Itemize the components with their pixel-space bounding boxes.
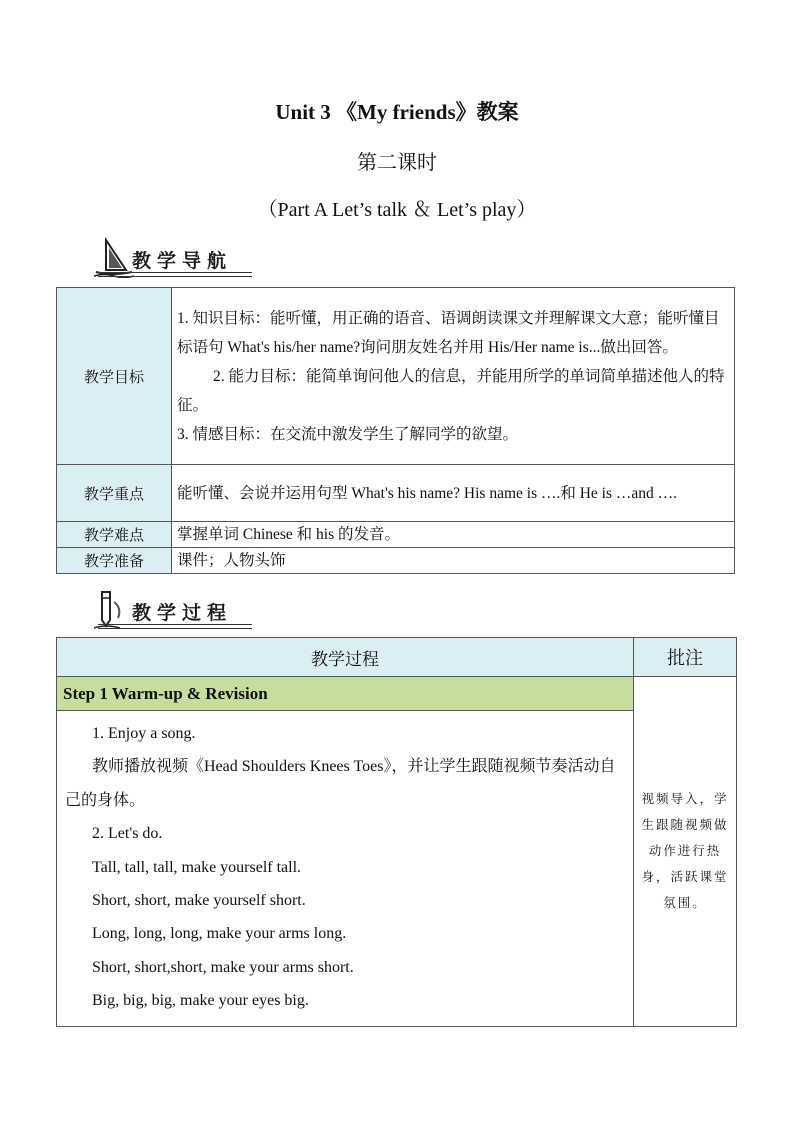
content-line: Short, short,short, make your arms short. xyxy=(92,958,354,976)
row-label: 教学难点 xyxy=(57,522,172,548)
section-heading-text: 教学导航 xyxy=(132,250,233,272)
section-heading-process xyxy=(92,588,262,634)
lesson-part: （Part A Let’s talk ＆ Let’s play） xyxy=(257,199,537,221)
section-heading-text: 教学过程 xyxy=(132,602,233,624)
goal-emotion: 3. 情感目标：在交流中激发学生了解同学的欲望。 xyxy=(177,425,519,443)
step-content xyxy=(57,711,634,1027)
row-value: 能听懂、会说并运用句型 What's his name? His name is ….和 He is …and …. xyxy=(172,465,735,522)
row-label: 教学目标 xyxy=(57,288,172,465)
heading-underline xyxy=(98,272,252,277)
column-header-note: 批注 xyxy=(634,638,737,677)
table-row xyxy=(57,288,735,465)
lesson-number: 第二课时 xyxy=(357,152,437,174)
column-header-process: 教学过程 xyxy=(57,638,634,677)
row-label: 教学准备 xyxy=(57,548,172,574)
document-title: Unit 3 《My friends》教案 xyxy=(275,100,519,124)
goal-ability: 2. 能力目标：能简单询问他人的信息，并能用所学的单词简单描述他人的特征。 xyxy=(177,367,725,414)
content-line: 教师播放视频《Head Shoulders Knees Toes》，并让学生跟随视频节奏活动自己的身体。 xyxy=(65,758,616,809)
goal-knowledge: 1. 知识目标：能听懂，用正确的语音、语调朗读课文并理解课文大意；能听懂目标语句 What's his/her name?询问朋友姓名并用 His/Her name is...做出回答。 xyxy=(177,309,720,356)
row-label: 教学重点 xyxy=(57,465,172,522)
table-header-row xyxy=(57,638,737,677)
row-value: 掌握单词 Chinese 和 his 的发音。 xyxy=(172,522,735,548)
table-row xyxy=(57,465,735,522)
annotation-note: 视频导入，学生跟随视频做动作进行热身，活跃课堂氛围。 xyxy=(634,677,737,1027)
table-row xyxy=(57,677,737,711)
content-line: Big, big, big, make your eyes big. xyxy=(92,992,309,1010)
section-heading-navigation xyxy=(92,236,262,282)
content-line: Tall, tall, tall, make yourself tall. xyxy=(92,858,302,876)
content-line: Long, long, long, make your arms long. xyxy=(92,925,347,943)
row-value: 课件；人物头饰 xyxy=(172,548,735,574)
teaching-navigation-table xyxy=(56,287,735,574)
teaching-process-table xyxy=(56,637,737,1027)
content-line: 2. Let's do. xyxy=(92,825,163,843)
table-row xyxy=(57,548,735,574)
step-title: Step 1 Warm-up & Revision xyxy=(57,677,634,711)
table-row xyxy=(57,522,735,548)
content-line: 1. Enjoy a song. xyxy=(92,725,196,742)
heading-underline xyxy=(98,624,252,629)
row-value xyxy=(172,288,735,465)
content-line: Short, short, make yourself short. xyxy=(92,892,306,910)
